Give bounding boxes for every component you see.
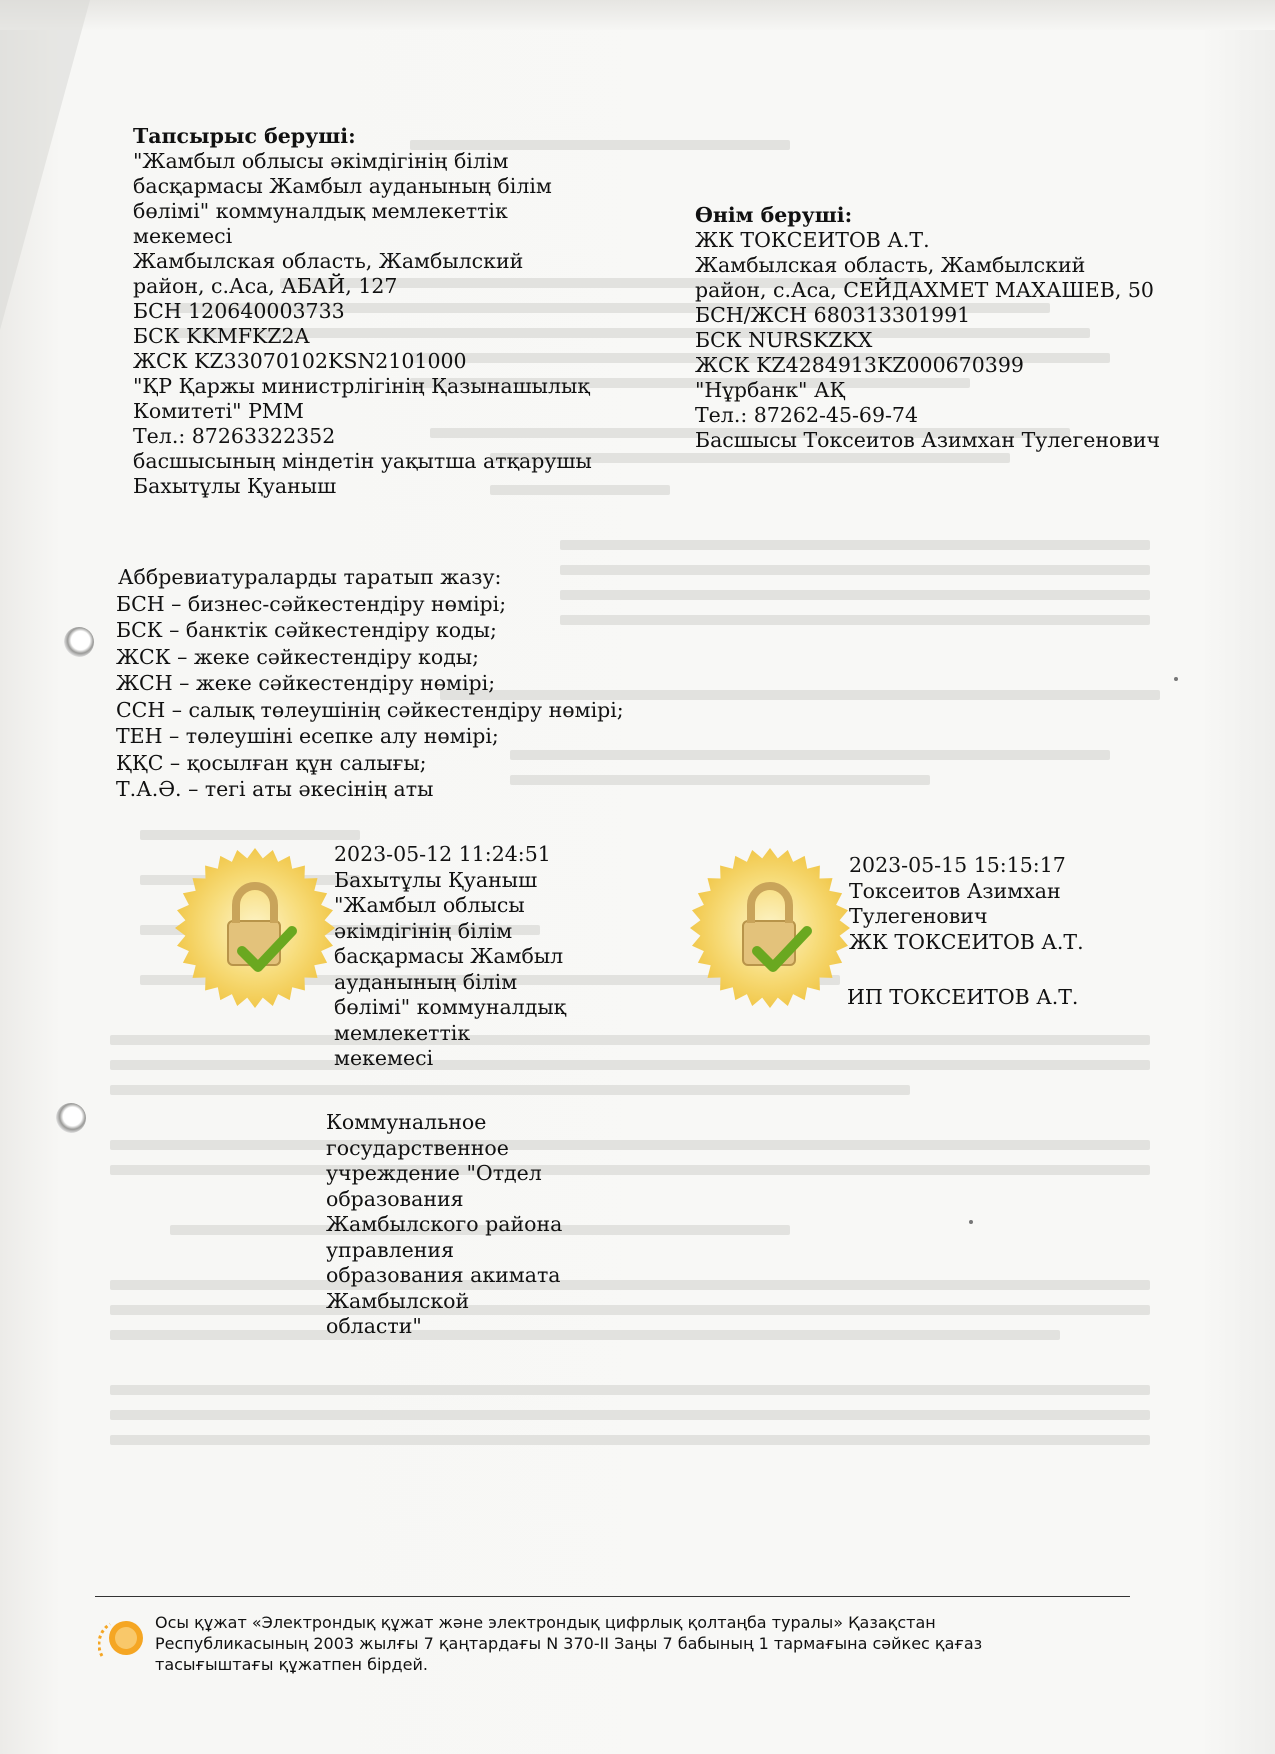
signature-left-line: бөлімі" коммуналдық — [334, 995, 567, 1019]
signature-left-ru-line: области" — [326, 1314, 422, 1338]
signature-left-line: басқармасы Жамбыл — [334, 944, 564, 968]
signature-left-line: Бахытұлы Қуаныш — [334, 867, 538, 892]
customer-line: БСН 120640003733 — [133, 299, 345, 323]
scan-top-shadow — [0, 0, 1275, 30]
signature-right-line: Токсеитов Азимхан — [849, 878, 1061, 903]
signature-left-ru-block — [326, 1110, 562, 1340]
signature-left-line: "Жамбыл облысы — [334, 893, 525, 917]
signature-left-ru-line: образования — [326, 1186, 464, 1211]
signature-left-ru-line: Коммунальное — [326, 1110, 487, 1134]
signature-left-line: мемлекеттік — [334, 1020, 471, 1045]
customer-line: Жамбылская область, Жамбылский — [133, 249, 524, 273]
customer-line: басшысының міндетін уақытша атқарушы — [133, 449, 592, 473]
signature-left-ru-line: управления — [326, 1237, 455, 1262]
signature-right-ru-line: ИП ТОКСЕИТОВ А.Т. — [847, 985, 1079, 1009]
abbreviation-item: ҚҚС – қосылған құн салығы; — [116, 750, 427, 775]
abbreviation-item: БСН – бизнес-сәйкестендіру нөмірі; — [116, 591, 507, 616]
signature-left-line: ауданының білім — [334, 969, 518, 994]
abbreviation-item: БСК – банктік сәйкестендіру коды; — [116, 618, 497, 642]
seal-padlock-check-icon — [170, 843, 340, 1013]
customer-line: басқармасы Жамбыл ауданының білім — [133, 174, 552, 198]
supplier-line: Тел.: 87262-45-69-74 — [695, 403, 919, 427]
footer-line: Республикасының 2003 жылғы 7 қаңтардағы N 370-II Заңы 7 бабының 1 тармағына сәйкес қағаз — [155, 1634, 983, 1653]
supplier-line: ЖК ТОКСЕИТОВ А.Т. — [695, 228, 930, 252]
supplier-line: БСН/ЖСН 680313301991 — [695, 303, 971, 327]
footer-legal-note — [155, 1612, 1055, 1675]
footer-sun-logo-icon — [98, 1610, 148, 1660]
customer-line: "Жамбыл облысы әкімдігінің білім — [133, 149, 509, 173]
customer-line: Комитеті" РММ — [133, 399, 304, 423]
customer-line: ЖСК KZ33070102KSN2101000 — [133, 349, 467, 373]
abbreviation-item: Т.А.Ә. – тегі аты әкесінің аты — [116, 777, 434, 801]
abbreviation-item: ЖСН – жеке сәйкестендіру нөмірі; — [116, 671, 496, 695]
signature-left-ru-line: учреждение "Отдел — [326, 1161, 542, 1185]
supplier-line: Жамбылская область, Жамбылский — [695, 253, 1086, 277]
customer-line: бөлімі" коммуналдық мемлекеттік — [133, 199, 508, 223]
abbreviation-item: ЖСК – жеке сәйкестендіру коды; — [116, 644, 480, 669]
signature-left-ru-line: государственное — [326, 1135, 509, 1160]
customer-line: Тел.: 87263322352 — [133, 424, 336, 448]
supplier-line: "Нұрбанк" АҚ — [695, 378, 846, 402]
signature-left-timestamp: 2023-05-12 11:24:51 — [334, 842, 551, 866]
signature-left-block — [334, 842, 566, 1072]
signature-left-ru-line: Жамбылской — [326, 1288, 470, 1313]
supplier-line: ЖСК KZ4284913KZ000670399 — [695, 353, 1024, 377]
seal-svg-right — [685, 843, 855, 1013]
signature-right-line: Тулегенович — [849, 904, 988, 928]
speck — [969, 1220, 973, 1224]
customer-line: мекемесі — [133, 224, 233, 248]
abbreviation-item: ТЕН – төлеушіні есепке алу нөмірі; — [116, 724, 499, 748]
seal-padlock-check-icon — [685, 843, 855, 1013]
signature-left-ru-line: образования акимата — [326, 1263, 561, 1287]
supplier-line: БСК NURSKZKX — [695, 328, 873, 352]
footer-line: тасығыштағы құжатпен бірдей. — [155, 1655, 428, 1674]
signature-right-ru-block — [847, 985, 1078, 1010]
customer-heading: Тапсырыс беруші: — [133, 124, 356, 148]
customer-line: БСК KKMFKZ2A — [133, 324, 310, 348]
signature-left-line: мекемесі — [334, 1046, 434, 1070]
signature-left-ru-line: Жамбылского района — [326, 1212, 563, 1236]
abbreviation-item: ССН – салық төлеушінің сәйкестендіру нөмірі; — [116, 697, 624, 722]
seal-svg-left — [170, 843, 340, 1013]
punch-hole-bottom — [56, 1103, 86, 1133]
page-fold-corner — [0, 0, 90, 330]
signature-right-line: ЖК ТОКСЕИТОВ А.Т. — [849, 929, 1084, 954]
supplier-line: Басшысы Токсеитов Азимхан Тулегенович — [695, 428, 1161, 452]
footer-line: Осы құжат «Электрондық құжат және электрондық цифрлық қолтаңба туралы» Қазақстан — [155, 1613, 936, 1632]
supplier-heading: Өнім беруші: — [695, 203, 853, 227]
footer-divider — [95, 1596, 1130, 1597]
speck — [1174, 677, 1178, 681]
customer-line: "ҚР Қаржы министрлігінің Қазынашылық — [133, 374, 590, 398]
abbreviations-heading: Аббревиатураларды таратып жазу: — [118, 565, 502, 589]
signature-right-timestamp: 2023-05-15 15:15:17 — [849, 853, 1066, 877]
abbreviations-block — [116, 564, 624, 803]
signature-left-line: әкімдігінің білім — [334, 918, 513, 943]
supplier-line: район, с.Аса, СЕЙДАХМЕТ МАХАШЕВ, 50 — [695, 278, 1154, 302]
signature-right-block — [849, 853, 1084, 955]
customer-block — [133, 124, 592, 499]
supplier-block — [695, 203, 1160, 453]
customer-line: Бахытұлы Қуаныш — [133, 474, 337, 498]
customer-line: район, с.Аса, АБАЙ, 127 — [133, 274, 398, 298]
punch-hole-top — [64, 627, 94, 657]
